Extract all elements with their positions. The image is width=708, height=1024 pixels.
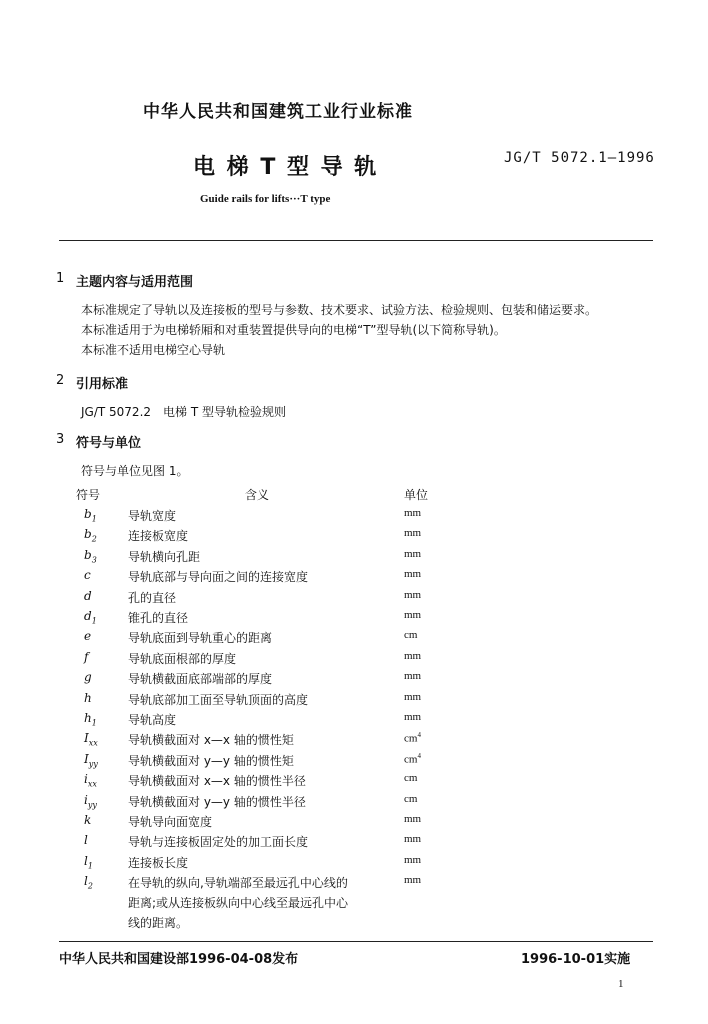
meaning-cell: 导轨导向面宽度	[128, 815, 213, 829]
symbol-subscript: 1	[91, 514, 97, 524]
meaning-column-header: 含义	[245, 488, 270, 502]
unit-text: mm	[404, 711, 422, 723]
symbol-subscript: 1	[87, 861, 93, 871]
unit-cell	[404, 609, 421, 621]
symbol-letter: l	[84, 854, 88, 868]
unit-text: mm	[404, 568, 422, 580]
meaning-cell: 导轨底面到导轨重心的距离	[128, 631, 273, 645]
meaning-cell: 锥孔的直径	[128, 611, 189, 625]
unit-cell	[404, 752, 421, 766]
symbol-cell	[84, 527, 97, 543]
symbol-letter: I	[84, 731, 89, 745]
symbol-subscript: 1	[91, 616, 97, 626]
standard-code: JG/T 5072.1—1996	[504, 150, 655, 166]
unit-cell	[404, 691, 421, 703]
symbol-cell	[84, 854, 93, 870]
symbol-subscript: 3	[91, 555, 97, 565]
unit-text: mm	[404, 874, 422, 886]
symbol-cell	[84, 752, 98, 768]
unit-superscript: 4	[417, 752, 421, 760]
unit-text: cm	[404, 629, 418, 641]
unit-cell	[404, 527, 421, 539]
symbol-letter: b	[84, 548, 92, 562]
symbol-letter: i	[84, 772, 88, 786]
symbol-subscript: xx	[87, 779, 97, 789]
meaning-cell: 线的距离。	[128, 916, 189, 930]
symbol-subscript: 2	[91, 534, 97, 544]
unit-cell	[404, 589, 421, 601]
section-1-paragraph: 本标准规定了导轨以及连接板的型号与参数、技术要求、试验方法、检验规则、包装和储运要求。	[81, 303, 598, 317]
meaning-cell: 导轨横截面对 y—y 轴的惯性半径	[128, 795, 306, 809]
section-1-paragraph: 本标准适用于为电梯轿厢和对重装置提供导向的电梯“T”型导轨(以下简称导轨)。	[81, 323, 506, 337]
section-3-number: 3	[56, 432, 65, 447]
unit-text: mm	[404, 670, 422, 682]
symbol-cell	[84, 568, 91, 582]
section-2-number: 2	[56, 373, 65, 388]
section-3-paragraph: 符号与单位见图 1。	[81, 464, 189, 478]
unit-cell	[404, 650, 421, 662]
unit-cell	[404, 731, 421, 745]
meaning-cell: 连接板宽度	[128, 529, 189, 543]
symbol-letter: k	[84, 813, 92, 827]
standard-title: 电 梯 T 型 导 轨	[193, 155, 379, 180]
unit-text: mm	[404, 507, 422, 519]
section-1-paragraph: 本标准不适用电梯空心导轨	[81, 343, 226, 357]
symbol-letter: b	[84, 507, 92, 521]
meaning-cell: 导轨横向孔距	[128, 550, 201, 564]
section-2-reference: JG/T 5072.2 电梯 T 型导轨检验规则	[81, 405, 286, 419]
symbol-cell	[84, 609, 97, 625]
unit-cell	[404, 548, 421, 560]
symbol-letter: g	[84, 670, 92, 684]
unit-text: cm	[404, 732, 418, 745]
unit-cell	[404, 507, 421, 519]
symbol-cell	[84, 711, 97, 727]
symbol-subscript: xx	[88, 738, 98, 748]
meaning-cell: 导轨横截面对 x—x 轴的惯性半径	[128, 774, 306, 788]
symbol-letter: d	[84, 609, 92, 623]
unit-text: mm	[404, 833, 422, 845]
unit-text: cm	[404, 793, 418, 805]
unit-cell	[404, 833, 421, 845]
symbol-cell	[84, 507, 97, 523]
unit-text: cm	[404, 753, 418, 766]
symbol-cell	[84, 833, 88, 847]
unit-text: mm	[404, 548, 422, 560]
symbol-subscript: yy	[87, 800, 97, 810]
unit-cell	[404, 711, 421, 723]
meaning-cell: 在导轨的纵向,导轨端部至最远孔中心线的	[128, 876, 348, 890]
unit-cell	[404, 568, 421, 580]
symbol-cell	[84, 731, 98, 747]
symbol-cell	[84, 874, 93, 890]
symbol-letter: l	[84, 874, 88, 888]
unit-column-header: 单位	[404, 488, 429, 502]
unit-text: mm	[404, 589, 422, 601]
symbol-letter: h	[84, 711, 92, 725]
symbol-cell	[84, 629, 91, 643]
unit-superscript: 4	[417, 731, 421, 739]
symbol-cell	[84, 650, 88, 664]
meaning-cell: 导轨横截面对 y—y 轴的惯性矩	[128, 754, 294, 768]
meaning-cell: 导轨底部加工面至导轨顶面的高度	[128, 693, 309, 707]
meaning-cell: 距离;或从连接板纵向中心线至最远孔中心	[128, 896, 349, 910]
symbol-letter: c	[84, 568, 91, 582]
header-divider	[59, 240, 653, 241]
issue-date: 中华人民共和国建设部1996-04-08发布	[59, 952, 299, 967]
unit-cell	[404, 874, 421, 886]
symbol-letter: d	[84, 589, 92, 603]
symbol-cell	[84, 813, 91, 827]
symbol-letter: I	[84, 752, 89, 766]
unit-text: mm	[404, 527, 422, 539]
symbol-cell	[84, 589, 92, 603]
meaning-cell: 连接板长度	[128, 856, 189, 870]
unit-text: mm	[404, 609, 422, 621]
symbol-cell	[84, 772, 97, 788]
meaning-cell: 导轨高度	[128, 713, 177, 727]
symbol-letter: f	[84, 650, 89, 664]
symbol-letter: b	[84, 527, 92, 541]
symbol-letter: e	[84, 629, 92, 643]
unit-text: mm	[404, 691, 422, 703]
section-3-title: 符号与单位	[76, 436, 142, 451]
section-1-title: 主题内容与适用范围	[76, 275, 194, 290]
unit-cell	[404, 813, 421, 825]
section-1-number: 1	[56, 271, 65, 286]
symbol-cell	[84, 548, 97, 564]
meaning-cell: 导轨底面根部的厚度	[128, 652, 237, 666]
unit-text: cm	[404, 772, 418, 784]
english-title: Guide rails for lifts···T type	[200, 193, 331, 205]
symbol-column-header: 符号	[76, 488, 101, 502]
symbol-subscript: 1	[91, 718, 97, 728]
page-number: 1	[618, 978, 624, 990]
meaning-cell: 导轨与连接板固定处的加工面长度	[128, 835, 309, 849]
symbol-subscript: 2	[87, 881, 93, 891]
unit-text: mm	[404, 650, 422, 662]
symbol-cell	[84, 793, 97, 809]
symbol-letter: l	[84, 833, 88, 847]
symbol-letter: h	[84, 691, 92, 705]
meaning-cell: 导轨横截面底部端部的厚度	[128, 672, 273, 686]
meaning-cell: 导轨横截面对 x—x 轴的惯性矩	[128, 733, 294, 747]
unit-cell	[404, 772, 417, 784]
unit-cell	[404, 670, 421, 682]
effective-date: 1996-10-01实施	[521, 952, 631, 967]
symbol-cell	[84, 691, 92, 705]
symbol-cell	[84, 670, 92, 684]
symbol-subscript: yy	[88, 759, 98, 769]
footer-divider	[59, 941, 653, 942]
meaning-cell: 孔的直径	[128, 591, 177, 605]
meaning-cell: 导轨底部与导向面之间的连接宽度	[128, 570, 309, 584]
meaning-cell: 导轨宽度	[128, 509, 177, 523]
symbol-letter: i	[84, 793, 88, 807]
unit-cell	[404, 854, 421, 866]
unit-cell	[404, 629, 417, 641]
unit-text: mm	[404, 854, 422, 866]
unit-text: mm	[404, 813, 422, 825]
issuing-org: 中华人民共和国建筑工业行业标准	[143, 102, 413, 122]
unit-cell	[404, 793, 417, 805]
section-2-title: 引用标准	[76, 377, 129, 392]
